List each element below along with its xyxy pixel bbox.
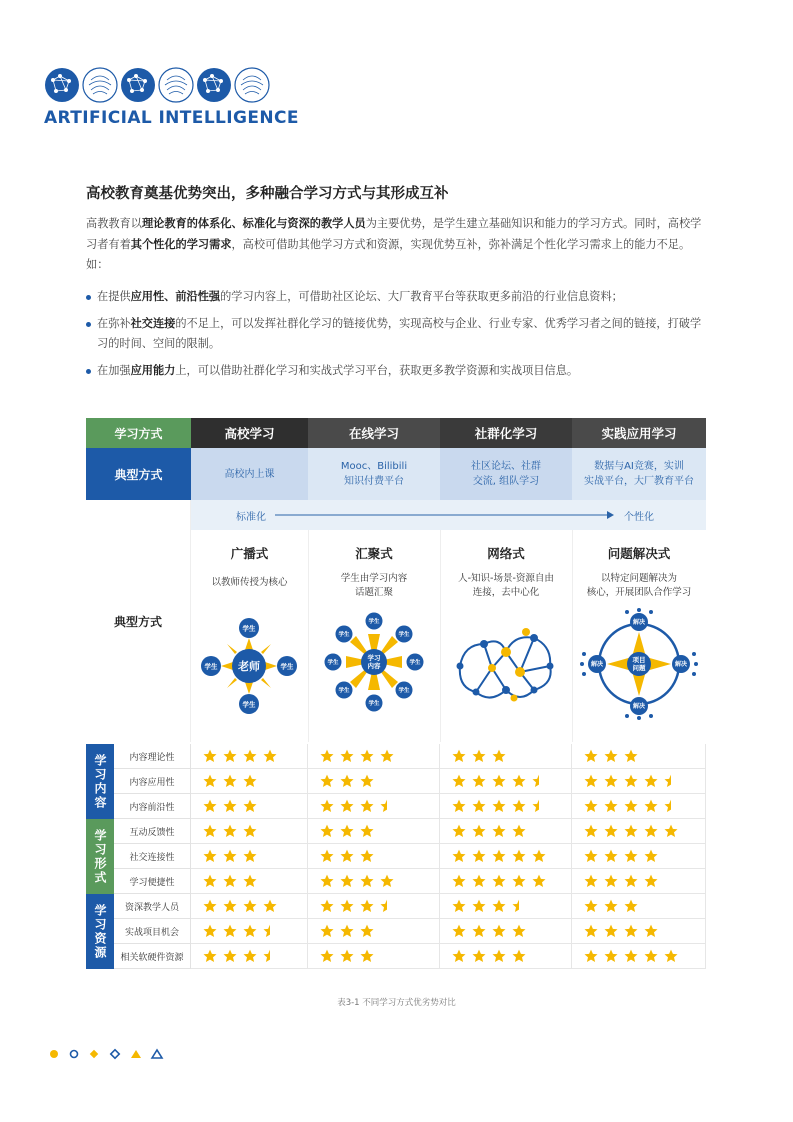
column-header: 在线学习 (308, 418, 440, 448)
star-icon (340, 749, 354, 763)
star-icon (320, 849, 334, 863)
star-icon (203, 899, 217, 913)
group-label: 学习内容 (86, 744, 114, 819)
star-icon (604, 799, 618, 813)
star-icon (320, 749, 334, 763)
svg-text:学生: 学生 (338, 688, 350, 694)
rating-cell (440, 819, 572, 844)
star-icon (243, 899, 257, 913)
star-icon (624, 799, 638, 813)
rating-cell (572, 919, 706, 944)
star-icon (584, 899, 598, 913)
star-icon (452, 874, 466, 888)
star-icon (644, 849, 658, 863)
bullet-item: 在加强应用能力上，可以借助社群化学习和实战式学习平台，获取更多教学资源和实战项目信息。 (86, 361, 711, 382)
star-icon (512, 874, 526, 888)
model-broadcast (191, 530, 309, 742)
star-icon (492, 874, 506, 888)
rating-cell (191, 844, 308, 869)
star-icon (604, 874, 618, 888)
typical-cell: 数据与AI竞赛，实训 实战平台，大厂教育平台 (572, 448, 706, 500)
star-icon (512, 824, 526, 838)
footer-shapes-icon (48, 1047, 168, 1061)
rating-cell (572, 944, 706, 969)
typical-cell: 社区论坛、社群 交流, 组队学习 (440, 448, 572, 500)
comparison-table (86, 418, 706, 970)
star-icon (223, 774, 237, 788)
star-icon (512, 774, 526, 788)
star-icon (223, 949, 237, 963)
star-icon (512, 849, 526, 863)
star-icon (584, 799, 598, 813)
star-icon (452, 949, 466, 963)
star-icon (472, 749, 486, 763)
star-icon (223, 924, 237, 938)
mode-row-label: 典型方式 (86, 500, 191, 742)
star-icon (604, 924, 618, 938)
star-icon (360, 949, 374, 963)
row-label: 资深教学人员 (114, 894, 191, 919)
rating-cell (308, 819, 440, 844)
star-icon (380, 749, 394, 763)
star-icon (604, 899, 618, 913)
star-icon (320, 874, 334, 888)
rating-cell (440, 869, 572, 894)
star-icon (584, 824, 598, 838)
star-icon (380, 874, 394, 888)
svg-text:学生: 学生 (280, 662, 294, 671)
model-desc: 以特定问题解决为 核心，开展团队合作学习 (586, 573, 692, 598)
star-icon (203, 774, 217, 788)
star-icon (340, 899, 354, 913)
intro-paragraph: 高教教育以理论教育的体系化、标准化与资深的教学人员为主要优势，是学生建立基础知识和能力的学习方式。同时，高校学习者有着其个性化的学习需求，高校可借助其他学习方式和资源，实现优势互补，弥补满足个性化学习需求上的能力不足。如： (86, 217, 702, 271)
star-icon (624, 949, 638, 963)
svg-text:学生: 学生 (368, 701, 380, 707)
svg-text:学生: 学生 (398, 688, 410, 694)
rating-rows (114, 744, 706, 969)
half-star-icon (380, 799, 394, 813)
star-icon (472, 874, 486, 888)
star-icon (604, 774, 618, 788)
star-icon (492, 899, 506, 913)
bullet-list (86, 287, 711, 387)
half-star-icon (532, 774, 546, 788)
star-icon (452, 799, 466, 813)
rating-cell (572, 769, 706, 794)
star-icon (584, 774, 598, 788)
star-icon (203, 924, 217, 938)
star-icon (243, 824, 257, 838)
star-icon (644, 774, 658, 788)
star-icon (223, 799, 237, 813)
star-icon (492, 924, 506, 938)
rating-cell (191, 769, 308, 794)
problem-diagram-icon (580, 608, 698, 720)
star-icon (340, 774, 354, 788)
star-icon (320, 774, 334, 788)
star-icon (320, 824, 334, 838)
scale-arrow-icon (273, 508, 615, 522)
rating-cell (308, 944, 440, 969)
model-title: 网络式 (487, 546, 525, 561)
rating-cell (440, 769, 572, 794)
star-icon (243, 799, 257, 813)
star-icon (203, 949, 217, 963)
svg-text:学生: 学生 (242, 624, 256, 633)
star-icon (604, 824, 618, 838)
rating-cell (440, 894, 572, 919)
star-icon (263, 749, 277, 763)
star-icon (340, 924, 354, 938)
row-label: 内容前沿性 (114, 794, 191, 819)
star-icon (452, 924, 466, 938)
star-icon (263, 899, 277, 913)
star-icon (452, 749, 466, 763)
star-icon (320, 899, 334, 913)
star-icon (584, 749, 598, 763)
star-icon (243, 849, 257, 863)
star-icon (243, 774, 257, 788)
rating-cell (572, 869, 706, 894)
star-icon (644, 874, 658, 888)
star-icon (492, 824, 506, 838)
row-label: 实战项目机会 (114, 919, 191, 944)
star-icon (340, 949, 354, 963)
rating-cell (191, 944, 308, 969)
rating-cell (440, 944, 572, 969)
star-icon (223, 749, 237, 763)
rating-cell (191, 869, 308, 894)
star-icon (512, 949, 526, 963)
typical-cell: 高校内上课 (191, 448, 308, 500)
star-icon (492, 949, 506, 963)
svg-text:解决: 解决 (632, 703, 646, 710)
star-icon (203, 749, 217, 763)
star-icon (624, 899, 638, 913)
star-icon (223, 849, 237, 863)
star-icon (472, 774, 486, 788)
table-corner-header: 学习方式 (86, 418, 191, 448)
table-caption: 表3-1 不同学习方式优劣势对比 (337, 998, 456, 1008)
rating-cell (308, 794, 440, 819)
rating-cell (440, 919, 572, 944)
rating-cell (191, 794, 308, 819)
star-icon (360, 749, 374, 763)
star-icon (604, 849, 618, 863)
svg-text:学生: 学生 (242, 700, 256, 709)
star-icon (320, 924, 334, 938)
star-icon (360, 899, 374, 913)
star-icon (360, 849, 374, 863)
svg-text:解决: 解决 (674, 661, 688, 668)
half-star-icon (380, 899, 394, 913)
svg-text:学生: 学生 (327, 660, 339, 666)
star-icon (452, 824, 466, 838)
svg-text:老师: 老师 (238, 660, 260, 673)
star-icon (243, 949, 257, 963)
row-label: 学习便捷性 (114, 869, 191, 894)
star-icon (492, 799, 506, 813)
rating-cell (308, 844, 440, 869)
star-icon (203, 824, 217, 838)
model-title: 汇聚式 (355, 546, 393, 561)
rating-cell (572, 844, 706, 869)
star-icon (532, 874, 546, 888)
bullet-item: 在提供应用性、前沿性强的学习内容上，可借助社区论坛、大厂教育平台等获取更多前沿的行业信息资料； (86, 287, 711, 308)
scale-right-label: 个性化 (624, 512, 654, 523)
star-icon (584, 949, 598, 963)
model-title: 广播式 (230, 546, 269, 561)
star-icon (223, 874, 237, 888)
star-icon (472, 849, 486, 863)
row-label: 相关软硬件资源 (114, 944, 191, 969)
group-label: 学习资源 (86, 894, 114, 969)
star-icon (624, 849, 638, 863)
svg-text:解决: 解决 (590, 661, 604, 668)
rating-cell (572, 894, 706, 919)
star-icon (340, 874, 354, 888)
star-icon (320, 799, 334, 813)
scale-bar (191, 500, 706, 530)
star-icon (472, 949, 486, 963)
star-icon (604, 749, 618, 763)
star-icon (472, 799, 486, 813)
star-icon (360, 799, 374, 813)
star-icon (452, 849, 466, 863)
star-icon (243, 874, 257, 888)
star-icon (492, 849, 506, 863)
rating-cell (191, 819, 308, 844)
star-icon (340, 799, 354, 813)
star-icon (320, 949, 334, 963)
row-label: 社交连接性 (114, 844, 191, 869)
svg-text:解决: 解决 (632, 619, 646, 626)
row-label: 内容理论性 (114, 744, 191, 769)
half-star-icon (263, 949, 277, 963)
svg-text:学生: 学生 (409, 660, 421, 666)
svg-text:学生: 学生 (338, 632, 350, 638)
rating-cell (308, 744, 440, 769)
svg-text:学生: 学生 (204, 662, 218, 671)
svg-text:项目: 项目 (632, 656, 646, 664)
star-icon (644, 949, 658, 963)
bullet-item: 在弥补社交连接的不足上，可以发挥社群化学习的链接优势，实现高校与企业、行业专家、优秀学习者之间的链接，打破学习的时间、空间的限制。 (86, 314, 711, 355)
model-desc: 以教师传授为核心 (211, 577, 288, 588)
star-icon (492, 749, 506, 763)
star-icon (360, 824, 374, 838)
star-icon (340, 824, 354, 838)
model-problem-solving (572, 530, 706, 742)
star-icon (644, 799, 658, 813)
rating-cell (440, 794, 572, 819)
star-icon (340, 849, 354, 863)
svg-text:问题: 问题 (632, 664, 646, 672)
half-star-icon (263, 924, 277, 938)
column-header: 高校学习 (191, 418, 308, 448)
ai-logo-icon (44, 66, 274, 104)
star-icon (512, 924, 526, 938)
converge-diagram-icon (324, 612, 424, 712)
star-icon (532, 849, 546, 863)
star-icon (203, 849, 217, 863)
rating-cell (191, 894, 308, 919)
rating-cell (191, 919, 308, 944)
half-star-icon (532, 799, 546, 813)
rating-cell (308, 894, 440, 919)
star-icon (223, 899, 237, 913)
rating-cell (572, 819, 706, 844)
model-converge (308, 530, 441, 742)
star-icon (624, 749, 638, 763)
half-star-icon (512, 899, 526, 913)
rating-cell (440, 744, 572, 769)
svg-text:学生: 学生 (368, 619, 380, 625)
star-icon (664, 824, 678, 838)
group-label: 学习形式 (86, 819, 114, 894)
star-icon (360, 774, 374, 788)
star-icon (624, 774, 638, 788)
half-star-icon (664, 774, 678, 788)
star-icon (203, 799, 217, 813)
star-icon (512, 799, 526, 813)
rating-cell (308, 769, 440, 794)
model-desc: 人-知识-场景-资源自由 连接，去中心化 (458, 573, 554, 598)
svg-text:学习: 学习 (367, 654, 381, 662)
network-diagram-icon (454, 616, 560, 706)
broadcast-diagram-icon (199, 616, 299, 716)
star-icon (203, 874, 217, 888)
star-icon (492, 774, 506, 788)
rating-cell (191, 744, 308, 769)
star-icon (472, 924, 486, 938)
rating-cell (572, 744, 706, 769)
brand-title: ARTIFICIAL INTELLIGENCE (44, 108, 299, 128)
model-network (440, 530, 573, 742)
section-heading: 高校教育奠基优势突出，多种融合学习方式与其形成互补 (86, 186, 449, 202)
column-header: 实践应用学习 (572, 418, 706, 448)
star-icon (472, 824, 486, 838)
scale-left-label: 标准化 (236, 512, 266, 523)
star-icon (452, 899, 466, 913)
star-icon (243, 749, 257, 763)
star-icon (644, 924, 658, 938)
star-icon (644, 824, 658, 838)
star-icon (604, 949, 618, 963)
row-label: 互动反馈性 (114, 819, 191, 844)
column-header: 社群化学习 (440, 418, 572, 448)
rating-cell (308, 869, 440, 894)
star-icon (223, 824, 237, 838)
star-icon (360, 924, 374, 938)
star-icon (472, 899, 486, 913)
star-icon (243, 924, 257, 938)
rating-cell (308, 919, 440, 944)
model-desc: 学生由学习内容 话题汇聚 (340, 573, 408, 598)
star-icon (664, 949, 678, 963)
rating-cell (440, 844, 572, 869)
star-icon (624, 924, 638, 938)
typical-cell: Mooc、Bilibili 知识付费平台 (308, 448, 440, 500)
star-icon (624, 874, 638, 888)
svg-text:学生: 学生 (398, 632, 410, 638)
row-label: 内容应用性 (114, 769, 191, 794)
star-icon (584, 924, 598, 938)
model-title: 问题解决式 (607, 546, 671, 561)
svg-text:内容: 内容 (367, 662, 381, 670)
star-icon (624, 824, 638, 838)
star-icon (360, 874, 374, 888)
star-icon (584, 874, 598, 888)
rating-cell (572, 794, 706, 819)
half-star-icon (664, 799, 678, 813)
typical-row-label: 典型方式 (86, 448, 191, 500)
star-icon (584, 849, 598, 863)
star-icon (452, 774, 466, 788)
